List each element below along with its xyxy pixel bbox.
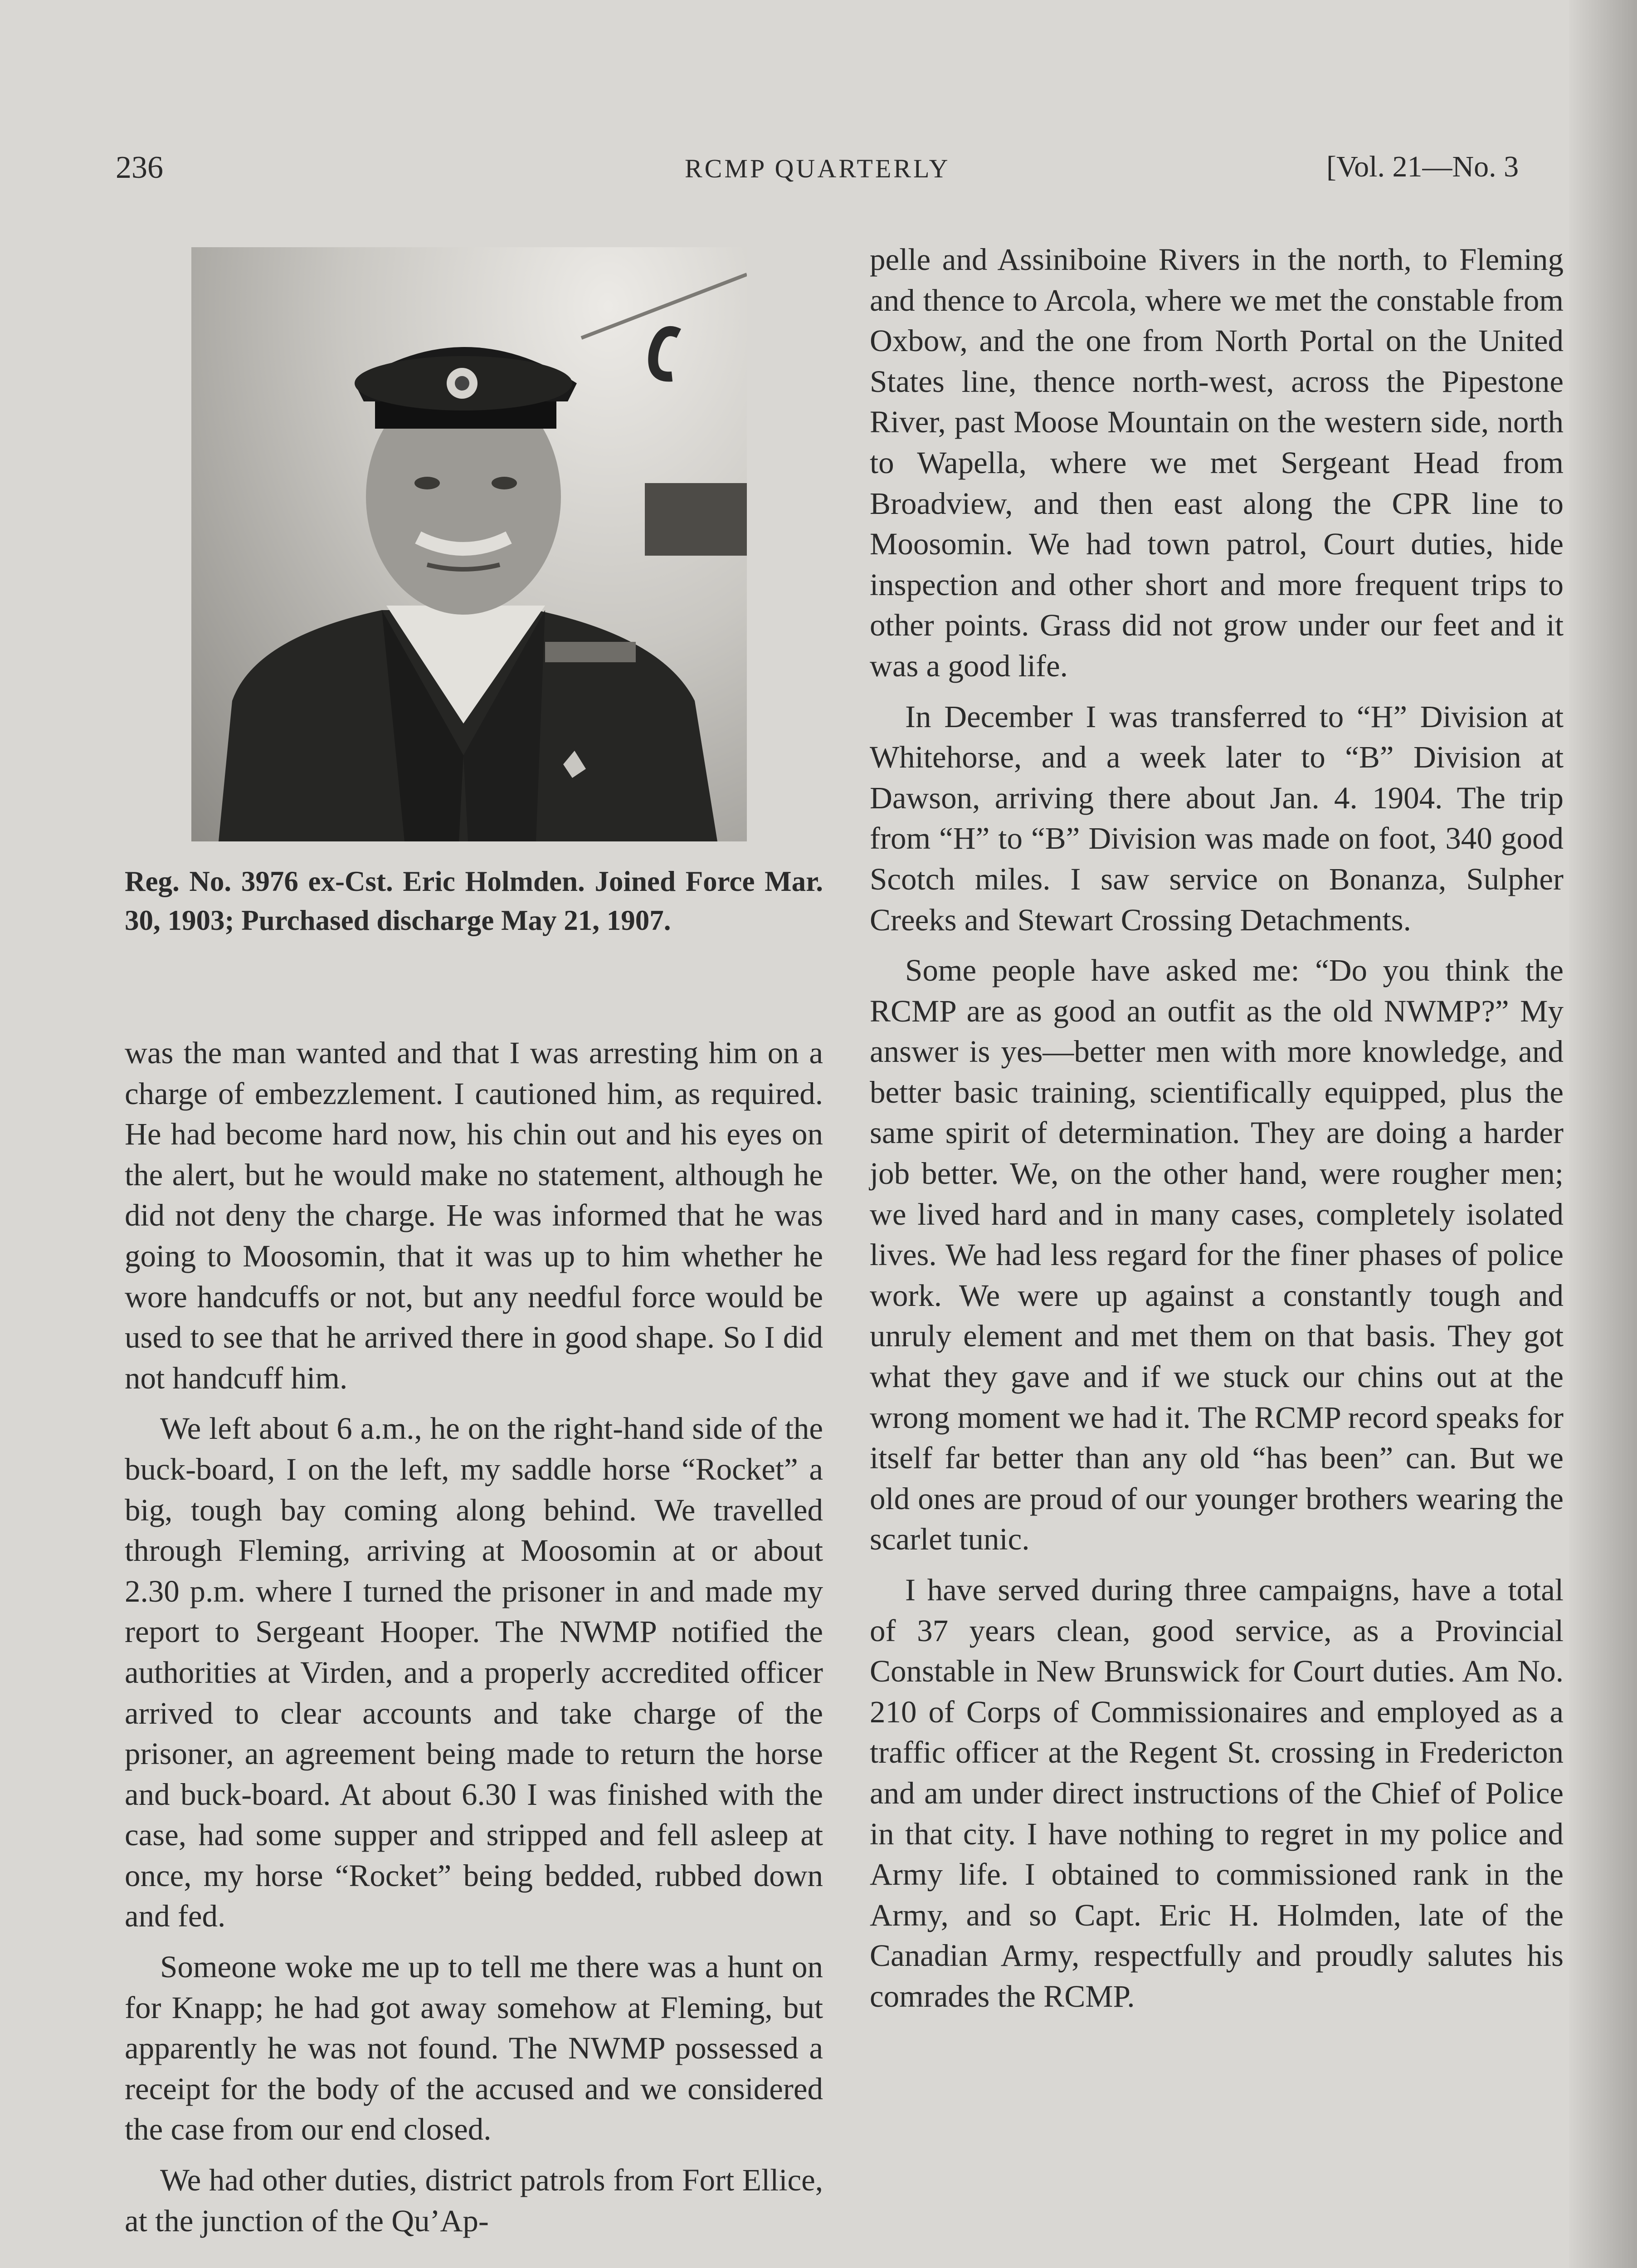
paragraph: In December I was transferred to “H” Division at Whitehorse, and a week later to “B” Division at Dawson, arriving there about Jan. 4. 1904. The trip from “H” to “B” Division was made on foot, 340 good Scotch miles. I saw service on Bonanza, Sulpher Creeks and Stewart Crossing Detachments. (870, 699, 1564, 937)
photo-caption: Reg. No. 3976 ex-Cst. Eric Holmden. Joined Force Mar. 30, 1903; Purchased discharge May 21, 1907. (125, 865, 823, 936)
right-column (870, 240, 1564, 2027)
paragraph: was the man wanted and that I was arresting him on a charge of embezzlement. I cautioned him, as required. He had become hard now, his chin out and his eyes on the alert, but he would make no statement, although he did not deny the charge. He was informed that he was going to Moosomin, that it was up to him whether he wore handcuffs or not, but any needful force would be used to see that he arrived there in good shape. So I did not handcuff him. (125, 1036, 823, 1395)
paragraph: We had other duties, district patrols from Fort Ellice, at the junction of the Qu’Ap- (125, 2163, 823, 2238)
paragraph: Some people have asked me: “Do you think the RCMP are as good an outfit as the old NWMP?” My answer is yes—better men with more knowledge, and better basic training, scientifically equipped, plus the same spirit of determination. They are doing a harder job better. We, on the other hand, were rougher men; we lived hard and in many cases, completely isolated lives. We had less regard for the finer phases of police work. We were up against a constantly tough and unruly element and met them on that basis. They got what they gave and if we stuck our chins out at the wrong moment we had it. The RCMP record speaks for itself far better than any old “has been” can. But we old ones are proud of our younger brothers wearing the scarlet tunic. (870, 953, 1564, 1557)
paragraph: Someone woke me up to tell me there was a hunt on for Knapp; he had got away somehow at Fleming, but apparently he was not found. The NWMP possessed a receipt for the body of the accused and we considered the case from our end closed. (125, 1950, 823, 2147)
portrait-photo (191, 247, 747, 841)
paragraph: I have served during three campaigns, have a total of 37 years clean, good service, as a Provincial Constable in New Brunswick for Court duties. Am No. 210 of Corps of Commissionaires and employed as a traffic officer at the Regent St. crossing in Fredericton and am under direct instructions of the Chief of Police in that city. I have nothing to regret in my police and Army life. I obtained to commissioned rank in the Army, and so Capt. Eric H. Holmden, late of the Canadian Army, respectfully and proudly salutes his comrades the RCMP. (870, 1573, 1564, 2014)
volume-label: [Vol. 21—No. 3 (1326, 150, 1519, 183)
left-column (125, 1033, 823, 2251)
paragraph: We left about 6 a.m., he on the right-hand side of the buck-board, I on the left, my saddle horse “Rocket” a big, tough bay coming along behind. We travelled through Fleming, arriving at Moosomin at or about 2.30 p.m. where I turned the prisoner in and made my report to Sergeant Hooper. The NWMP notified the authorities at Virden, and a properly accredited officer arrived to clear accounts and take charge of the prisoner, an agreement being made to return the horse and buck-board. At about 6.30 I was finished with the case, had some supper and stripped and fell asleep at once, my horse “Rocket” being bedded, rubbed down and fed. (125, 1411, 823, 1934)
page-header (0, 150, 1637, 204)
page-number: 236 (116, 150, 163, 185)
page-edge-shadow (1569, 0, 1637, 2268)
portrait-photo-illustration (191, 247, 747, 841)
running-title: RCMP QUARTERLY (685, 154, 950, 183)
paragraph: pelle and Assiniboine Rivers in the north, to Fleming and thence to Arcola, where we met the constable from Oxbow, and the one from North Portal on the United States line, thence north-west, across the Pipestone River, past Moose Mountain on the western side, north to Wapella, where we met Sergeant Head from Broadview, and then east along the CPR line to Moosomin. We had town patrol, Court duties, hide inspection and other short and more frequent trips to other points. Grass did not grow under our feet and it was a good life. (870, 242, 1564, 683)
